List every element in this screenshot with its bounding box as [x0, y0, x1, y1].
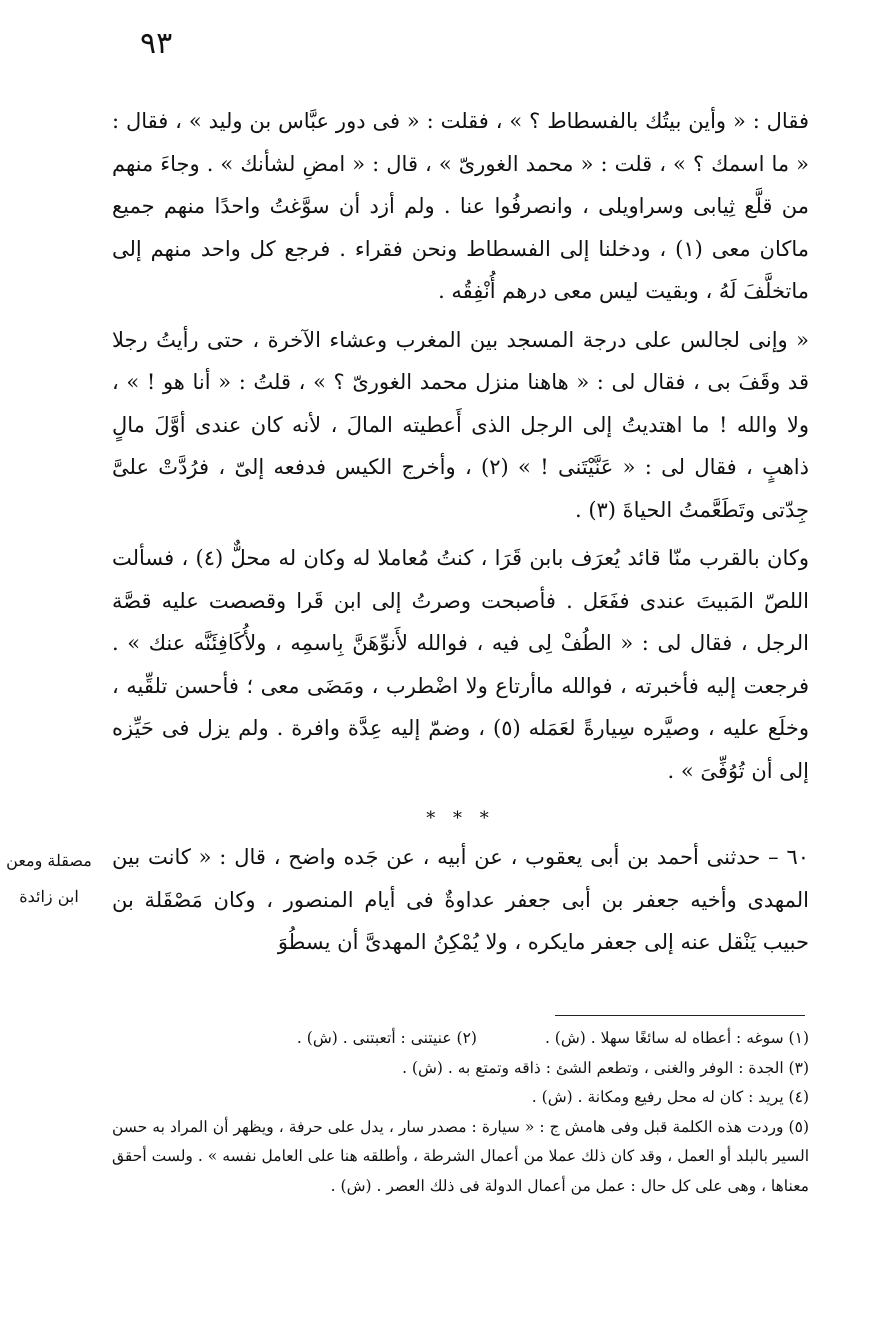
- footnote-5: (٥) وردت هذه الكلمة قبل وفى هامش ج : « سيارة : مصدر سار ، يدل على حرفة ، ويظهر أن المراد به حسن السير بالبلد أو العمل ، وقد كان ذلك عملا من أعمال الشرطة ، وأطلقه هنا على العامل نفسه » . ولست أحقق معناها ، وهى على كل حال : عمل من أعمال الدولة فى ذلك العصر . (ش) .: [112, 1117, 809, 1195]
- paragraph-2: « وإنى لجالس على درجة المسجد بين المغرب وعشاء الآخرة ، حتى رأيتُ رجلا قد وقَفَ بى ، فقال لى : « هاهنا منزل محمد الغورىّ ؟ » ، قلتُ : « أنا هو ! » ، ولا والله ! ما اهتديتُ إلى الرجل الذى أَعطيته المالَ ، لأنه كان عندى أوَّلَ مالٍ ذاهبٍ ، فقال لى : « عَنَّيْتَنى ! » (٢) ، وأخرج الكيس فدفعه إلىّ ، فرُدَّتْ علىَّ جِدّتى وتَطَعَّمتُ الحياةَ (٣) .: [112, 327, 809, 522]
- footnote-4: (٤) يريد : كان له محل رفيع ومكانة . (ش) .: [531, 1088, 809, 1106]
- section-separator: * * *: [426, 808, 495, 829]
- footnote-1: (١) سوغه : أعطاه له سائغًا سهلا . (ش) .: [544, 1029, 809, 1047]
- paragraph-3: وكان بالقرب منّا قائد يُعرَف بابن قَرَا ، كنتُ مُعاملا له وكان له محلٌّ (٤) ، فسألت اللصّ المَبيتَ عندى ففَعَل . فأصبحت وصرتُ إلى ابن قَرا وقصصت عليه قصَّة الرجل ، فقال لى : « الطُفْ لِى فيه ، فوالله لأَنوِّهَنَّ بِاسمِه ، ولأُكَافِئَنَّه عنك » . فرجعت إليه فأخبرته ، فوالله ماأرتاع ولا اضْطرب ، ومَضَى معى ؛ فأحسن تلقِّيه ، وخلَع عليه ، وصيَّره سِيارةً لعَمَله (٥) ، وضمّ إليه عِدَّة وافرة . ولم يزل فى حَيِّزه إلى أن تُوُفِّىَ » .: [112, 546, 810, 783]
- footnote-2: (٢) عنيتنى : أتعبتنى . (ش) .: [296, 1029, 477, 1047]
- margin-note: [0, 843, 98, 915]
- main-text: [112, 100, 809, 964]
- footnote-rule: [555, 1015, 805, 1016]
- page-number: ٩٣: [140, 26, 173, 61]
- paragraph-1: فقال : « وأين بيتُك بالفسطاط ؟ » ، فقلت : « فى دور عبَّاس بن وليد » ، فقال : « ما اسمك ؟ » ، قلت : « محمد الغورىّ » ، قال : « امضِ لشأنك » . وجاءَ منهم من قلَّع ثِيابى وسراويلى ، وانصرفُوا عنا . ولم أزد أن سوَّغتُ واحدًا منهم جميع ماكان معى (١) ، ودخلنا إلى الفسطاط ونحن فقراء . فرجع كل واحد منهم إلى ماتخلَّفَ لَهُ ، وبقيت ليس معى درهم أُنْفِقُه .: [112, 109, 809, 303]
- paragraph-4: ٦٠ – حدثنى أحمد بن أبى يعقوب ، عن أبيه ، عن جَده واضح ، قال : « كانت بين المهدى وأخيه جعفر بن أبى جعفر عداوةٌ فى أيام المنصور ، وكان مَصْقَلة بن حبيب يَنْقل عنه إلى جعفر مايكره ، ولا يُمْكِنُ المهدىَّ أن يسطُوَ: [112, 845, 809, 954]
- footnote-row-1: [112, 1024, 809, 1054]
- margin-note-line-2: ابن زائدة: [19, 887, 79, 906]
- margin-note-line-1: مصقلة ومعن: [6, 851, 92, 870]
- footnote-3: (٣) الجدة : الوفر والغنى ، وتطعم الشئ : ذاقه وتمتع به . (ش) .: [402, 1058, 809, 1077]
- footnotes: [112, 1024, 809, 1201]
